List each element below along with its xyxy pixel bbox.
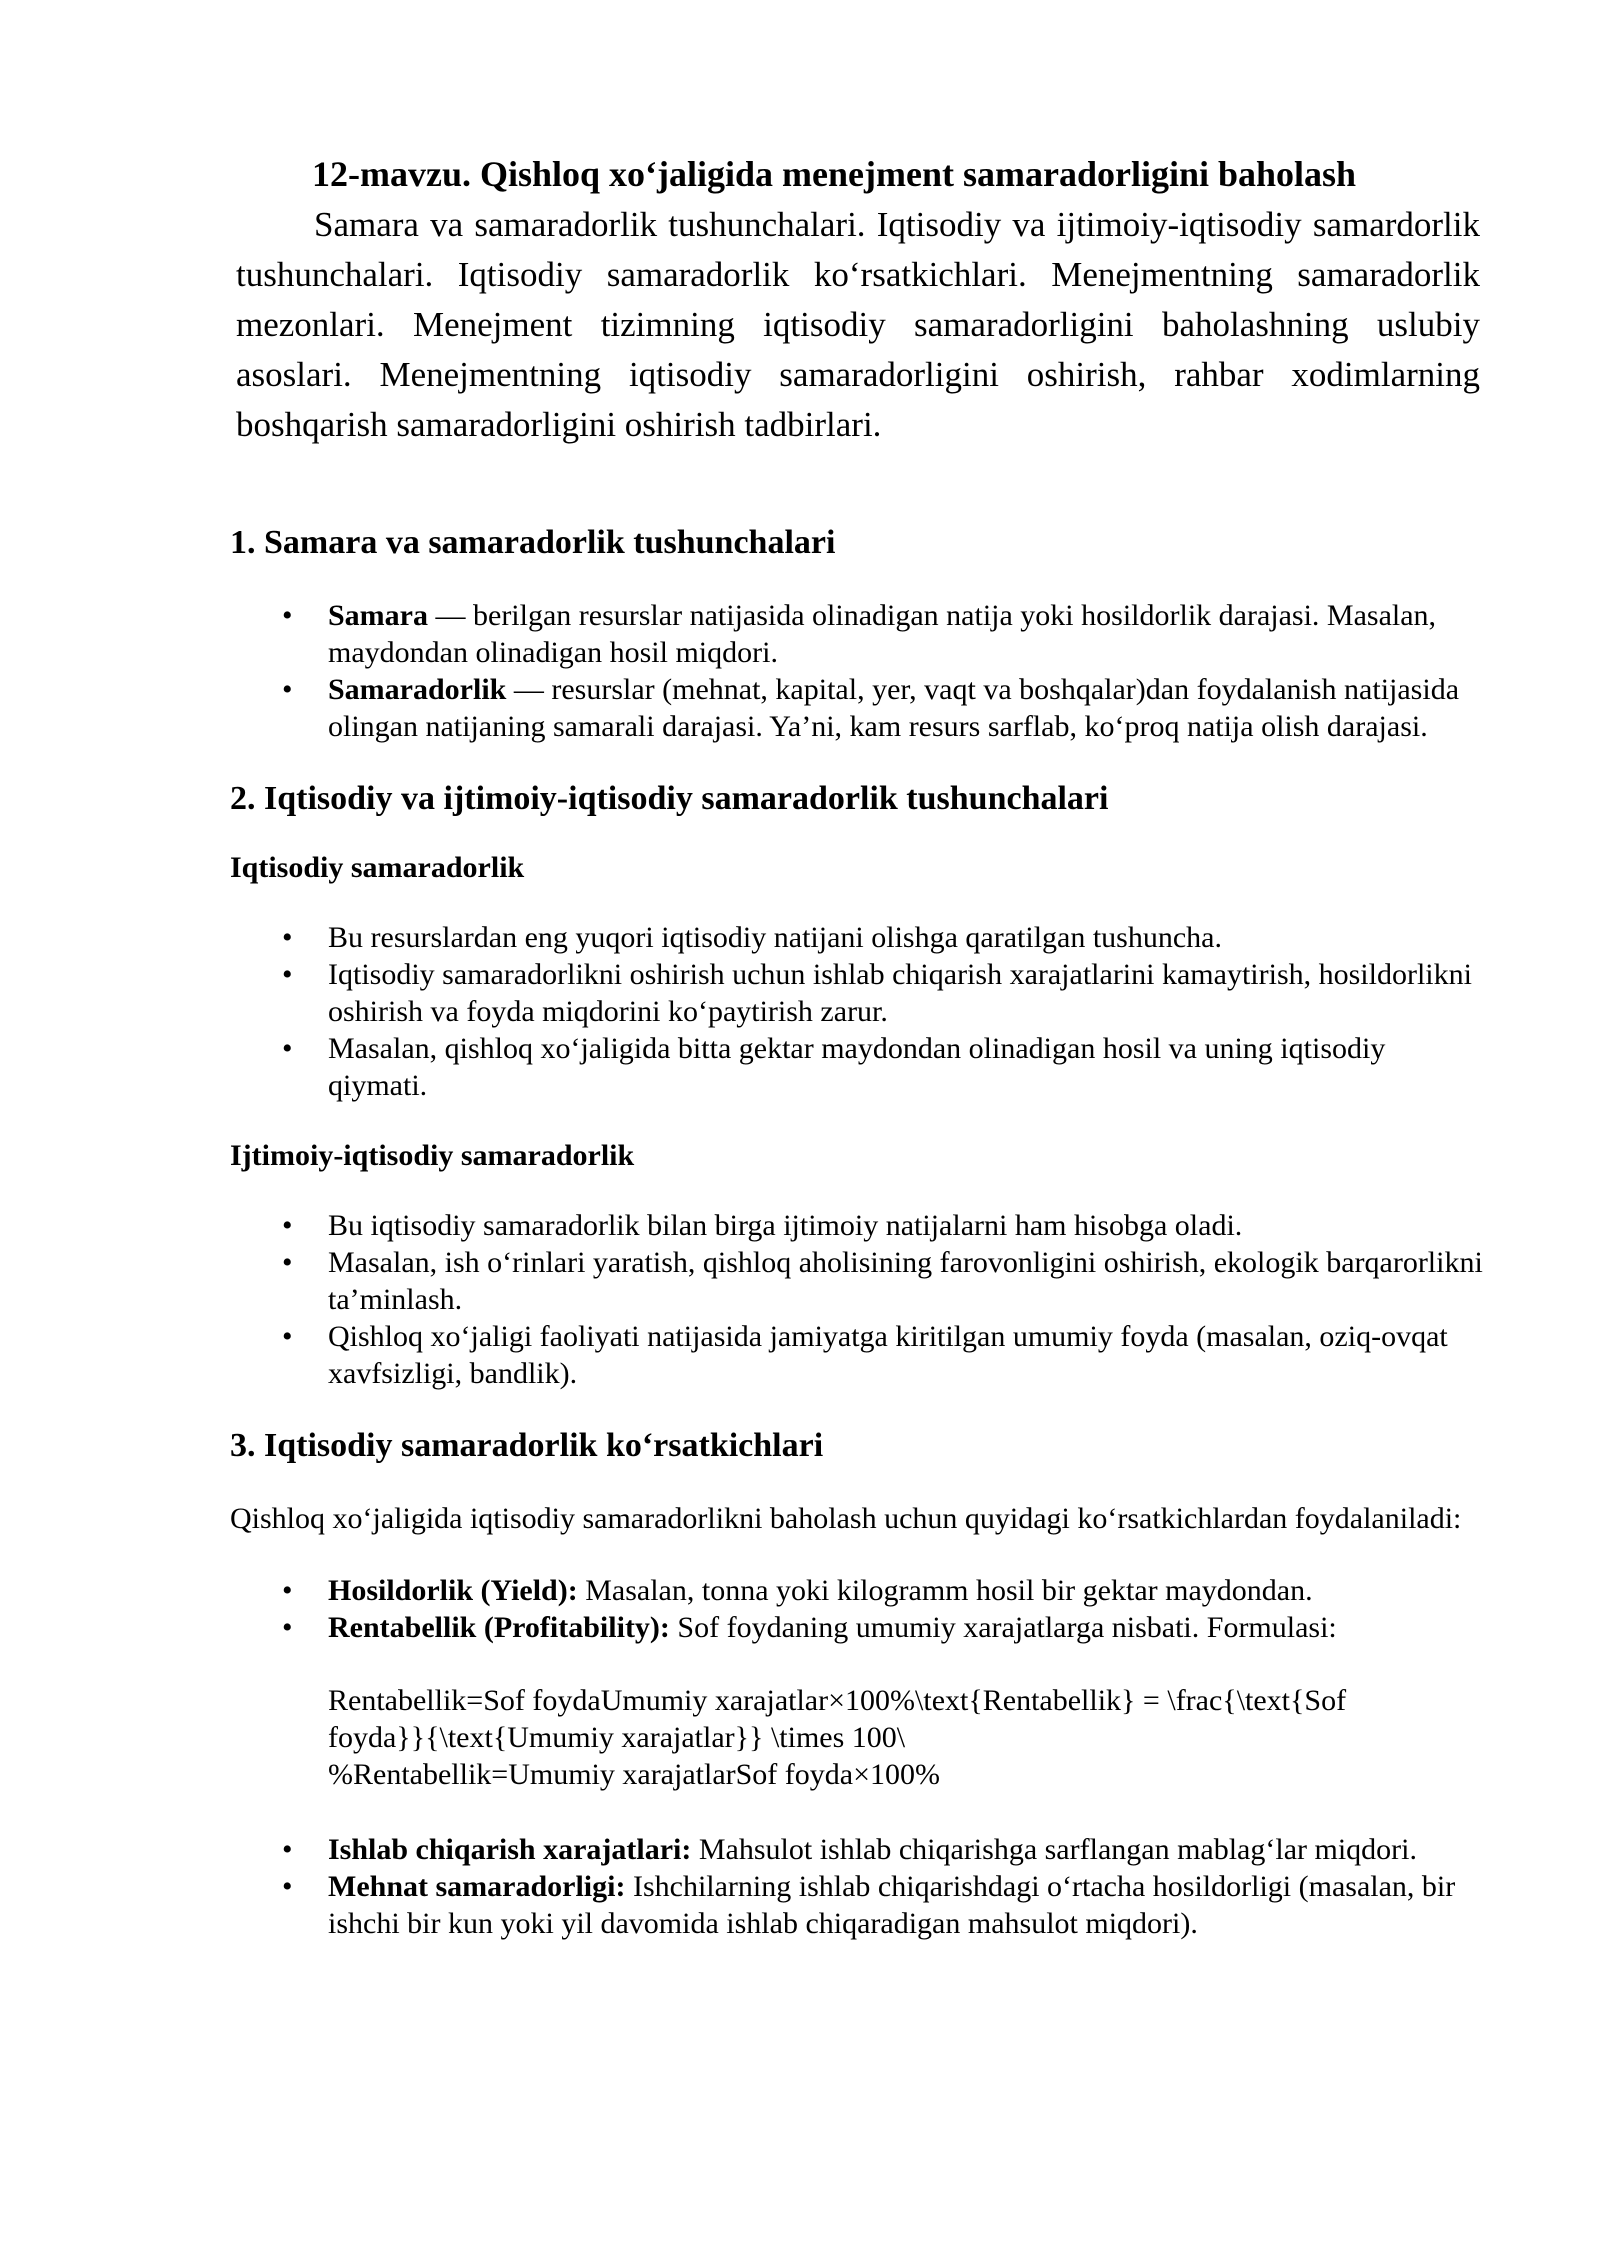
- topic-summary: Samara va samaradorlik tushunchalari. Iqtisodiy va ijtimoiy-iqtisodiy samardorlik tushunchalari. Iqtisodiy samaradorlik ko‘rsatkichlari. Menejmentning samaradorlik mezonlari. Menejment tizimning iqtisodiy samaradorligini baholashning uslubiy asoslari. Menejmentning iqtisodiy samaradorligini oshirish, rahbar xodimlarning boshqarish samaradorligini oshirish tadbirlari.: [236, 205, 1480, 444]
- definition: Ishchilarning ishlab chiqarishdagi o‘rtacha hosildorligi (masalan, bir ishchi bir kun yoki yil davomida ishlab chiqaradigan mahsulot miqdori).: [328, 1870, 1456, 1940]
- definition: Mahsulot ishlab chiqarishga sarflangan mablag‘lar miqdori.: [691, 1833, 1417, 1866]
- section3-list-a: [230, 1572, 1490, 1942]
- term: Mehnat samaradorligi:: [328, 1870, 626, 1903]
- list-item: [230, 1831, 1490, 1868]
- definition: — berilgan resurslar natijasida olinadigan natija yoki hosildorlik darajasi. Masalan, maydondan olinadigan hosil miqdori.: [328, 599, 1437, 669]
- section-heading-2: 2. Iqtisodiy va ijtimoiy-iqtisodiy samaradorlik tushunchalari: [230, 780, 1109, 817]
- bullet-icon: •: [282, 599, 293, 632]
- section2-sub2-list: [230, 1207, 1490, 1392]
- section1-list: [230, 597, 1490, 745]
- term: Ishlab chiqarish xarajatlari:: [328, 1833, 692, 1866]
- list-item: [230, 956, 1490, 1030]
- list-item: [230, 1244, 1490, 1318]
- term: Samara: [328, 599, 428, 632]
- list-item: [230, 1207, 1490, 1244]
- term: Rentabellik (Profitability):: [328, 1611, 670, 1644]
- list-item-text: Bu resurslardan eng yuqori iqtisodiy natijani olishga qaratilgan tushuncha.: [328, 921, 1222, 954]
- list-item: [230, 597, 1490, 671]
- bullet-icon: •: [282, 1574, 293, 1607]
- list-item: [230, 1572, 1490, 1609]
- list-item: [230, 919, 1490, 956]
- bullet-icon: •: [282, 1870, 293, 1903]
- bullet-icon: •: [282, 1833, 293, 1866]
- list-item: [230, 1868, 1490, 1942]
- bullet-icon: •: [282, 958, 293, 991]
- list-item-text: Bu iqtisodiy samaradorlik bilan birga ijtimoiy natijalarni ham hisobga oladi.: [328, 1209, 1243, 1242]
- formula-line: %Rentabellik=Umumiy xarajatlarSof foyda×100%: [328, 1758, 941, 1791]
- formula-block: [328, 1682, 1490, 1793]
- list-item-text: Masalan, qishloq xo‘jaligida bitta gektar maydondan olinadigan hosil va uning iqtisodiy qiymati.: [328, 1032, 1386, 1102]
- bullet-icon: •: [282, 1611, 293, 1644]
- bullet-icon: •: [282, 1032, 293, 1065]
- definition: Sof foydaning umumiy xarajatlarga nisbati. Formulasi:: [669, 1611, 1337, 1644]
- term: Hosildorlik (Yield):: [328, 1574, 578, 1607]
- list-item: [230, 671, 1490, 745]
- section-heading-1: 1. Samara va samaradorlik tushunchalari: [230, 524, 836, 561]
- definition: Masalan, tonna yoki kilogramm hosil bir gektar maydondan.: [577, 1574, 1313, 1607]
- document-body: [230, 520, 1490, 1942]
- section2-sub1-list: [230, 919, 1490, 1104]
- bullet-icon: •: [282, 1209, 293, 1242]
- bullet-icon: •: [282, 673, 293, 706]
- list-item: [230, 1609, 1490, 1831]
- subsection-heading: Ijtimoiy-iqtisodiy samaradorlik: [230, 1139, 635, 1172]
- definition: — resurslar (mehnat, kapital, yer, vaqt va boshqalar)dan foydalanish natijasida olingan natijaning samarali darajasi. Ya’ni, kam resurs sarflab, ko‘proq natija olish darajasi.: [328, 673, 1460, 743]
- term: Samaradorlik: [328, 673, 507, 706]
- list-item-text: Iqtisodiy samaradorlikni oshirish uchun ishlab chiqarish xarajatlarini kamaytirish, hosildorlikni oshirish va foyda miqdorini ko‘paytirish zarur.: [328, 958, 1472, 1028]
- document-title: 12-mavzu. Qishloq xo‘jaligida menejment samaradorligini baholash: [312, 154, 1357, 194]
- list-item-text: Qishloq xo‘jaligi faoliyati natijasida jamiyatga kiritilgan umumiy foyda (masalan, oziq-ovqat xavfsizligi, bandlik).: [328, 1320, 1448, 1390]
- formula-line: Rentabellik=Sof foydaUmumiy xarajatlar×100%\text{Rentabellik} = \frac{\text{Sof: [328, 1684, 1347, 1717]
- section-heading-3: 3. Iqtisodiy samaradorlik ko‘rsatkichlari: [230, 1427, 824, 1464]
- formula-line: foyda}}{\text{Umumiy xarajatlar}} \times 100\: [328, 1721, 906, 1754]
- section3-intro: Qishloq xo‘jaligida iqtisodiy samaradorlikni baholash uchun quyidagi ko‘rsatkichlardan foydalaniladi:: [230, 1502, 1462, 1535]
- bullet-icon: •: [282, 1320, 293, 1353]
- list-item: [230, 1030, 1490, 1104]
- list-item-text: Masalan, ish o‘rinlari yaratish, qishloq aholisining farovonligini oshirish, ekologik barqarorlikni ta’minlash.: [328, 1246, 1483, 1316]
- subsection-heading: Iqtisodiy samaradorlik: [230, 851, 525, 884]
- list-item: [230, 1318, 1490, 1392]
- bullet-icon: •: [282, 1246, 293, 1279]
- bullet-icon: •: [282, 921, 293, 954]
